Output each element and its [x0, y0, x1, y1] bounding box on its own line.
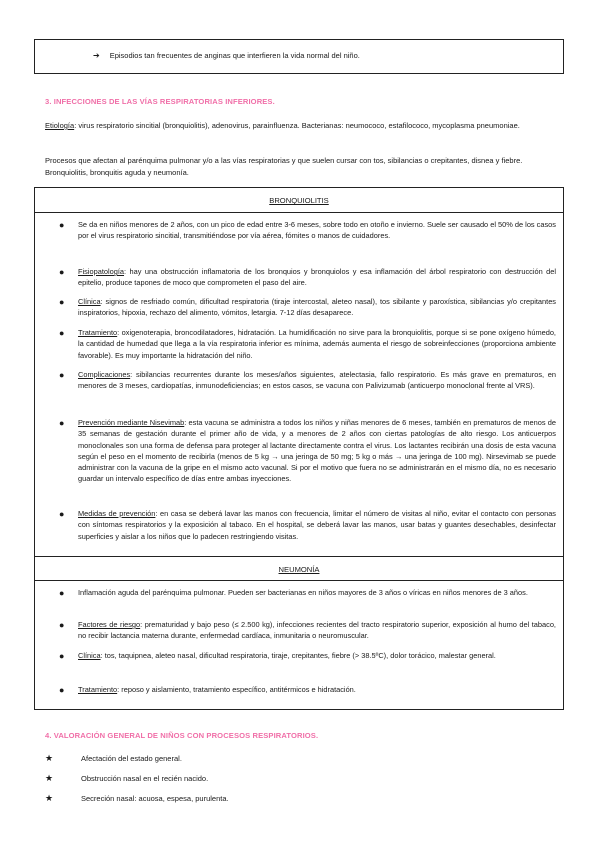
item-text: : tos, taquipnea, aleteo nasal, dificultad respiratoria, tiraje, crepitantes, fiebre (> 38.5ºC), dolor torácico, malestar general. [100, 651, 496, 660]
item-text: Secreción nasal: acuosa, espesa, purulenta. [81, 794, 229, 803]
neumonia-item [78, 587, 556, 598]
star-icon: ★ [45, 773, 54, 783]
divider [35, 580, 563, 581]
item-text: : signos de resfriado común, dificultad respiratoria (tiraje intercostal, aleteo nasal), tos sibilante y paroxística, sibilancias y/o crepitantes inspiratorios, hipoxia, rechazo del alimento, vómitos, letargia. 7-12 días desaparece. [78, 297, 556, 318]
item-text: Inflamación aguda del parénquima pulmonar. Pueden ser bacterianas en niños mayores de 3 años o víricas en niños menores de 3 años. [78, 588, 528, 597]
item-text: : sibilancias recurrentes durante los meses/años siguientes, atelectasia, fallo respiratorio. Es más grave en prematuros, en menores de 3 meses, cardiopatías, inmunodeficiencias; en estos casos, se vacuna con Palivizumab (anticuerpo monoclonal frente al VRS). [78, 370, 556, 391]
divider [35, 212, 563, 213]
bullet-icon: ● [59, 509, 65, 519]
arrow-icon: ➔ [93, 51, 100, 60]
item-label: Complicaciones [78, 370, 131, 379]
bronquiolitis-item [78, 296, 556, 319]
item-label: Clínica [78, 651, 101, 660]
item-label: Medidas de prevención [78, 509, 156, 518]
bronquiolitis-item [78, 508, 556, 542]
item-text: : reposo y aislamiento, tratamiento específico, antitérmicos e hidratación. [117, 685, 356, 694]
section-3-title: 3. INFECCIONES DE LAS VÍAS RESPIRATORIAS INFERIORES. [45, 97, 275, 106]
bullet-icon: ● [59, 370, 65, 380]
top-box [34, 39, 564, 74]
bronquiolitis-item [78, 369, 556, 392]
item-label: Tratamiento [78, 328, 118, 337]
item-text: : hay una obstrucción inflamatoria de los bronquios y bronquiolos y esa inflamación del árbol respiratorio con destrucción del epitelio, produce tapones de moco que comprometen el paso del aire. [78, 267, 556, 288]
neumonia-item [78, 650, 556, 661]
item-label: Fisiopatología [78, 267, 125, 276]
bullet-icon: ● [59, 328, 65, 338]
bullet-icon: ● [59, 685, 65, 695]
item-text: : oxigenoterapia, broncodilatadores, hidratación. La humidificación no sirve para la bronquiolitis, porque si se pone oxígeno húmedo, la cantidad de humedad que llega a la vía respiratoria inferior es mínima, además aumenta el riesgo de sobreinfecciones (proporciona ambiente favorable). Es muy importante la hidratación del niño. [78, 328, 556, 360]
bronquiolitis-item [78, 266, 556, 289]
bullet-icon: ● [59, 620, 65, 630]
bullet-icon: ● [59, 297, 65, 307]
etiologia-paragraph [45, 120, 560, 132]
bronquiolitis-item [78, 417, 556, 485]
content-table [34, 187, 564, 710]
star-icon: ★ [45, 793, 54, 803]
item-label: Prevención mediante Nisevimab [78, 418, 185, 427]
etiologia-label: Etiología [45, 121, 75, 130]
item-text: : en casa se deberá lavar las manos con frecuencia, limitar el número de visitas al niño, evitar el contacto con personas con síntomas respiratorios y la exposición al tabaco. En el hospital, se deberá lavar las manos, usar batas y guantes desechables, desinfectar superficies y aislar a los niños que lo padecen restringiendo visitas. [78, 509, 556, 541]
item-text: Se da en niños menores de 2 años, con un pico de edad entre 3-6 meses, sobre todo en otoño e invierno. Suele ser causado el 50% de los casos por el virus respiratorio sincitial, transmitiéndose por vía aérea, fómites o manos de cuidadores. [78, 220, 556, 241]
item-label: Tratamiento [78, 685, 118, 694]
list-item [45, 774, 208, 783]
bronquiolitis-item [78, 219, 556, 242]
bullet-icon: ● [59, 418, 65, 428]
star-icon: ★ [45, 753, 54, 763]
top-item-text: Episodios tan frecuentes de anginas que interfieren la vida normal del niño. [109, 51, 360, 60]
item-label: Factores de riesgo [78, 620, 141, 629]
item-text: : prematuridad y bajo peso (≤ 2.500 kg), infecciones recientes del tracto respiratorio superior, exposición al humo del tabaco, no recibir lactancia materna durante, enfermedad cardíaca, inmunitaria o neuromuscular. [78, 620, 556, 641]
bullet-icon: ● [59, 588, 65, 598]
list-item [45, 754, 182, 763]
top-list-item [93, 51, 360, 60]
neumonia-heading: NEUMONÍA [278, 565, 320, 574]
list-item [45, 794, 229, 803]
bullet-icon: ● [59, 267, 65, 277]
divider [35, 556, 563, 557]
item-text: Afectación del estado general. [81, 754, 182, 763]
neumonia-item [78, 619, 556, 642]
bronquiolitis-item [78, 327, 556, 361]
neumonia-item [78, 684, 556, 695]
bullet-icon: ● [59, 651, 65, 661]
item-label: Clínica [78, 297, 101, 306]
etiologia-text: : virus respiratorio sincitial (bronquiolitis), adenovirus, parainfluenza. Bacterianas: neumococo, estafilococo, mycoplasma pneumoniae. [74, 121, 520, 130]
section-4-title: 4. VALORACIÓN GENERAL DE NIÑOS CON PROCESOS RESPIRATORIOS. [45, 731, 319, 740]
bullet-icon: ● [59, 220, 65, 230]
item-text: Obstrucción nasal en el recién nacido. [81, 774, 209, 783]
procesos-paragraph: Procesos que afectan al parénquima pulmonar y/o a las vías respiratorias y que suelen cursar con tos, sibilancias o crepitantes, disnea y fiebre. Bronquiolitis, bronquitis aguda y neumonía. [45, 156, 523, 177]
bronquiolitis-heading: BRONQUIOLITIS [269, 196, 329, 205]
item-text: : esta vacuna se administra a todos los niños y niñas menores de 6 meses, también en prematuros de menos de 35 semanas de gestación durante el primer año de vida, y a menores de 2 años con ciertas patologías de alto riesgo. Los anticuerpos monoclonales son una forma de defensa para proteger al lactante directamente contra el virus. Los lactantes recibirán una dosis de esta vacuna según el peso en el momento de recibirla (menos de 5 kg → una jeringa de 50 mg; 5 kg o más → una jeringa de 100 mg). Nirsevimab se puede administrar con la vacuna de la gripe en el mismo acto vacunal. Si por el motivo que fuera no se administrarán en el mismo día, no es necesario guardar un intervalo específico de días entre ambas inyecciones. [78, 418, 556, 484]
